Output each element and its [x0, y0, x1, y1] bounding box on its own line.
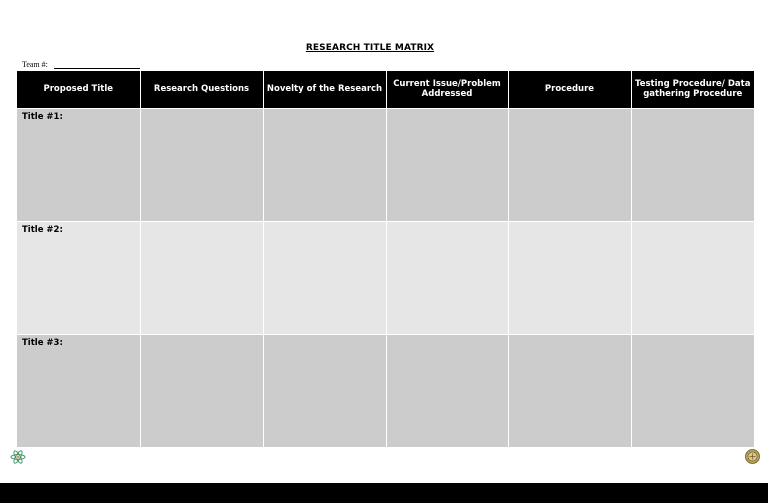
atom-icon — [10, 449, 26, 465]
table-row — [17, 108, 754, 221]
seal-icon — [745, 449, 760, 464]
cell-procedure[interactable] — [508, 108, 631, 221]
cell-current-issue[interactable] — [386, 334, 508, 447]
header-current-issue: Current Issue/Problem Addressed — [386, 71, 508, 108]
team-blank-line — [54, 68, 140, 69]
table-row — [17, 221, 754, 334]
cell-proposed-title[interactable] — [17, 221, 140, 334]
cell-procedure[interactable] — [508, 221, 631, 334]
cell-current-issue[interactable] — [386, 108, 508, 221]
cell-proposed-title[interactable] — [17, 334, 140, 447]
header-procedure: Procedure — [508, 71, 631, 108]
header-testing-procedure: Testing Procedure/ Data gathering Procedure — [631, 71, 754, 108]
header-research-questions: Research Questions — [140, 71, 263, 108]
header-row — [17, 71, 754, 108]
cell-novelty[interactable] — [263, 221, 386, 334]
cell-testing-procedure[interactable] — [631, 221, 754, 334]
cell-testing-procedure[interactable] — [631, 108, 754, 221]
cell-research-questions[interactable] — [140, 221, 263, 334]
row-label: Title #1: — [22, 111, 63, 122]
cell-testing-procedure[interactable] — [631, 334, 754, 447]
cell-current-issue[interactable] — [386, 221, 508, 334]
footer-bar — [0, 483, 768, 503]
cell-novelty[interactable] — [263, 108, 386, 221]
document-title: RESEARCH TITLE MATRIX — [305, 43, 435, 53]
cell-procedure[interactable] — [508, 334, 631, 447]
header-novelty: Novelty of the Research — [263, 71, 386, 108]
cell-research-questions[interactable] — [140, 334, 263, 447]
row-label: Title #2: — [22, 224, 63, 235]
team-label: Team #: — [22, 60, 48, 69]
cell-proposed-title[interactable] — [17, 108, 140, 221]
table-row — [17, 334, 754, 447]
cell-novelty[interactable] — [263, 334, 386, 447]
cell-research-questions[interactable] — [140, 108, 263, 221]
header-proposed-title: Proposed Title — [17, 71, 140, 108]
row-label: Title #3: — [22, 337, 63, 348]
research-title-matrix — [17, 71, 754, 447]
